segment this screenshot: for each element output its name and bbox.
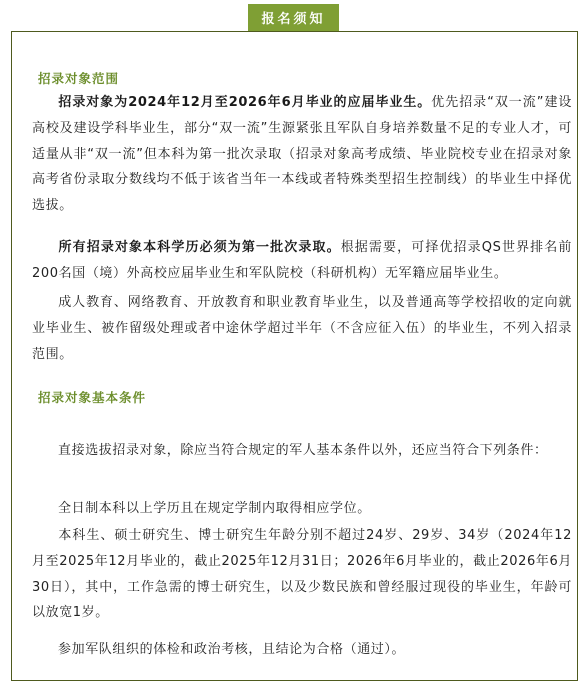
scope-paragraph-3-text: 成人教育、网络教育、开放教育和职业教育毕业生，以及普通高等学校招收的定向就业毕业生、被作留级处理或者中途休学超过半年（不含应征入伍）的毕业生，不列入招录范围。 bbox=[32, 295, 572, 362]
conditions-paragraph-2-text: 全日制本科以上学历且在规定学制内取得相应学位。 bbox=[58, 501, 371, 516]
scope-paragraph-1-text: 优先招录“双一流”建设高校及建设学科毕业生，部分“双一流”生源紧张且军队自身培养数量不足的专业人才，可适量从非“双一流”但本科为第一批次录取（招录对象高考成绩、毕业院校专业在招录对象高考省份录取分数线均不低于该省当年一本线或者特殊类型招生控制线）的毕业生中择优选拔。 bbox=[32, 95, 573, 214]
section-title-scope: 招录对象范围 bbox=[38, 71, 120, 86]
conditions-paragraph-1 bbox=[32, 438, 572, 464]
conditions-paragraph-3-text: 本科生、硕士研究生、博士研究生年龄分别不超过24岁、29岁、34岁（2024年12月至2025年12月毕业的，截止2025年12月31日；2026年6月毕业的，截止2026年6月30日），其中，工作急需的博士研究生，以及少数民族和曾经服过现役的毕业生，年龄可以放宽1岁。 bbox=[32, 528, 572, 621]
scope-paragraph-2 bbox=[32, 235, 572, 287]
notice-box bbox=[11, 31, 578, 681]
conditions-paragraph-1-text: 直接选拔招录对象，除应当符合规定的军人基本条件以外，还应当符合下列条件： bbox=[58, 443, 548, 458]
scope-paragraph-1-bold: 招录对象为2024年12月至2026年6月毕业的应届毕业生。 bbox=[58, 95, 432, 110]
scope-paragraph-2-bold: 所有招录对象本科学历必须为第一批次录取。 bbox=[58, 240, 341, 255]
notice-tab bbox=[248, 4, 339, 31]
conditions-paragraph-4 bbox=[32, 637, 572, 663]
conditions-paragraph-3 bbox=[32, 523, 572, 626]
conditions-paragraph-2 bbox=[32, 496, 572, 522]
conditions-paragraph-4-text: 参加军队组织的体检和政治考核，且结论为合格（通过）。 bbox=[58, 642, 406, 657]
section-title-conditions: 招录对象基本条件 bbox=[38, 390, 147, 405]
notice-tab-label: 报名须知 bbox=[261, 12, 326, 27]
scope-paragraph-1 bbox=[32, 90, 572, 219]
scope-paragraph-3 bbox=[32, 290, 572, 367]
scope-paragraph-2-text: 根据需要，可择优招录QS世界排名前200名国（境）外高校应届毕业生和军队院校（科研机构）无军籍应届毕业生。 bbox=[32, 240, 572, 281]
